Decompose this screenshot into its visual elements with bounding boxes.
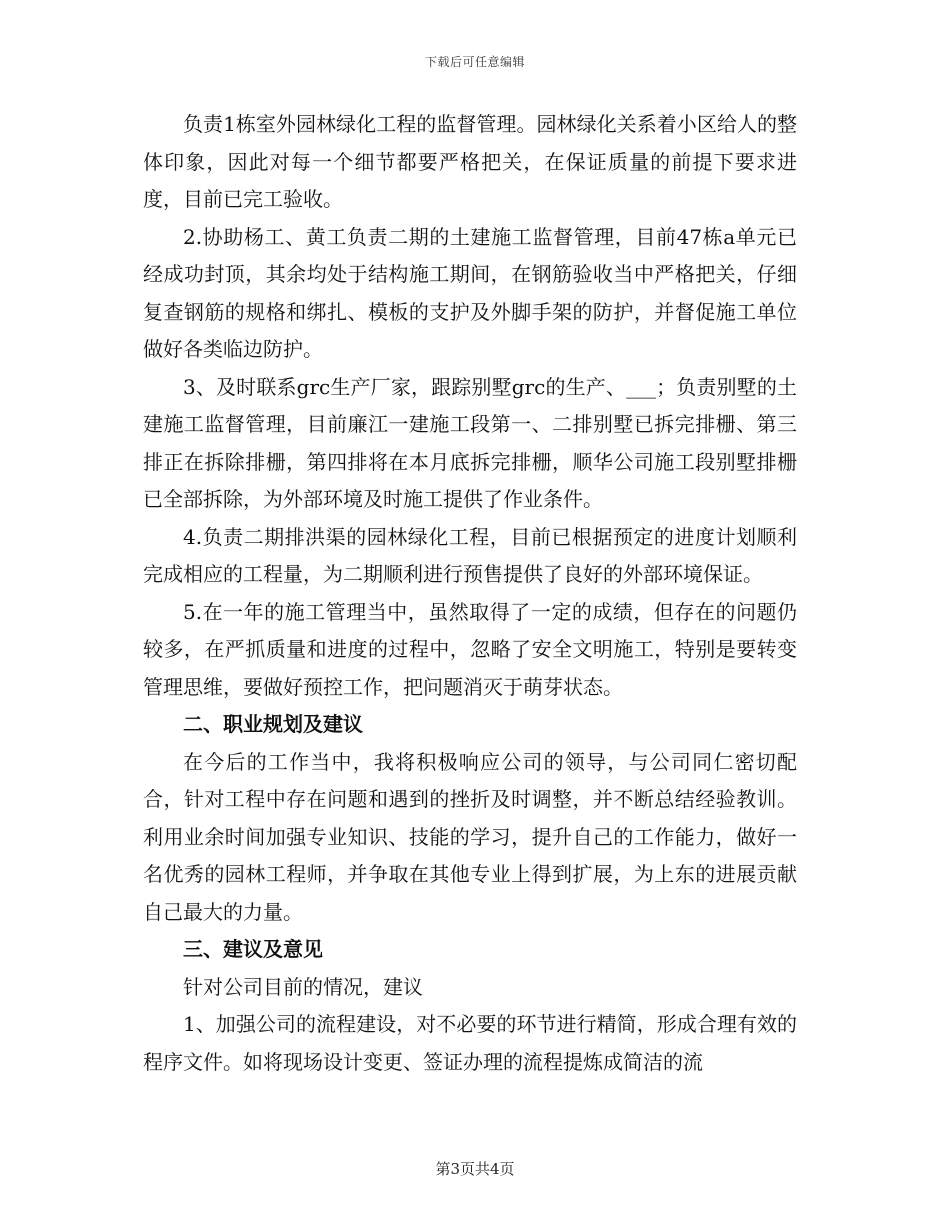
paragraph-4: 4.负责二期排洪渠的园林绿化工程，目前已根据预定的进度计划顺利完成相应的工程量，为二期顺利进行预售提供了良好的外部环境保证。 — [143, 524, 797, 586]
paragraph-3: 3、及时联系grc生产厂家，跟踪别墅grc的生产、___；负责别墅的土建施工监督管理，目前廉江一建施工段第一、二排别墅已拆完排栅、第三排正在拆除排栅，第四排将在本月底拆完排栅，顺华公司施工段别墅排栅已全部拆除，为外部环境及时施工提供了作业条件。 — [143, 374, 797, 511]
paragraph-1: 负责1栋室外园林绿化工程的监督管理。园林绿化关系着小区给人的整体印象，因此对每一个细节都要严格把关，在保证质量的前提下要求进度，目前已完工验收。 — [143, 112, 797, 211]
paragraph-6: 在今后的工作当中，我将积极响应公司的领导，与公司同仁密切配合，针对工程中存在问题和遇到的挫折及时调整，并不断总结经验教训。利用业余时间加强专业知识、技能的学习，提升自己的工作能力，做好一名优秀的园林工程师，并争取在其他专业上得到扩展，为上东的进展贡献自己最大的力量。 — [143, 749, 797, 924]
paragraph-8: 1、加强公司的流程建设，对不必要的环节进行精简，形成合理有效的程序文件。如将现场设计变更、签证办理的流程提炼成简洁的流 — [143, 1012, 797, 1074]
document-body — [143, 106, 797, 1081]
page-header: 下载后可任意编辑 — [424, 55, 525, 69]
section-heading-career: 二、职业规划及建议 — [183, 712, 363, 736]
page-footer: 第3页共4页 — [435, 1160, 515, 1178]
paragraph-5: 5.在一年的施工管理当中，虽然取得了一定的成绩，但存在的问题仍较多，在严抓质量和进度的过程中，忽略了安全文明施工，特别是要转变管理思维，要做好预控工作，把问题消灭于萌芽状态。 — [143, 599, 797, 699]
paragraph-7: 针对公司目前的情况，建议 — [183, 974, 423, 999]
section-heading-suggestions: 三、建议及意见 — [183, 937, 323, 961]
paragraph-2: 2.协助杨工、黄工负责二期的土建施工监督管理，目前47栋a单元已经成功封顶，其余均处于结构施工期间，在钢筋验收当中严格把关，仔细复查钢筋的规格和绑扎、模板的支护及外脚手架的防护，并督促施工单位做好各类临边防护。 — [143, 224, 797, 361]
